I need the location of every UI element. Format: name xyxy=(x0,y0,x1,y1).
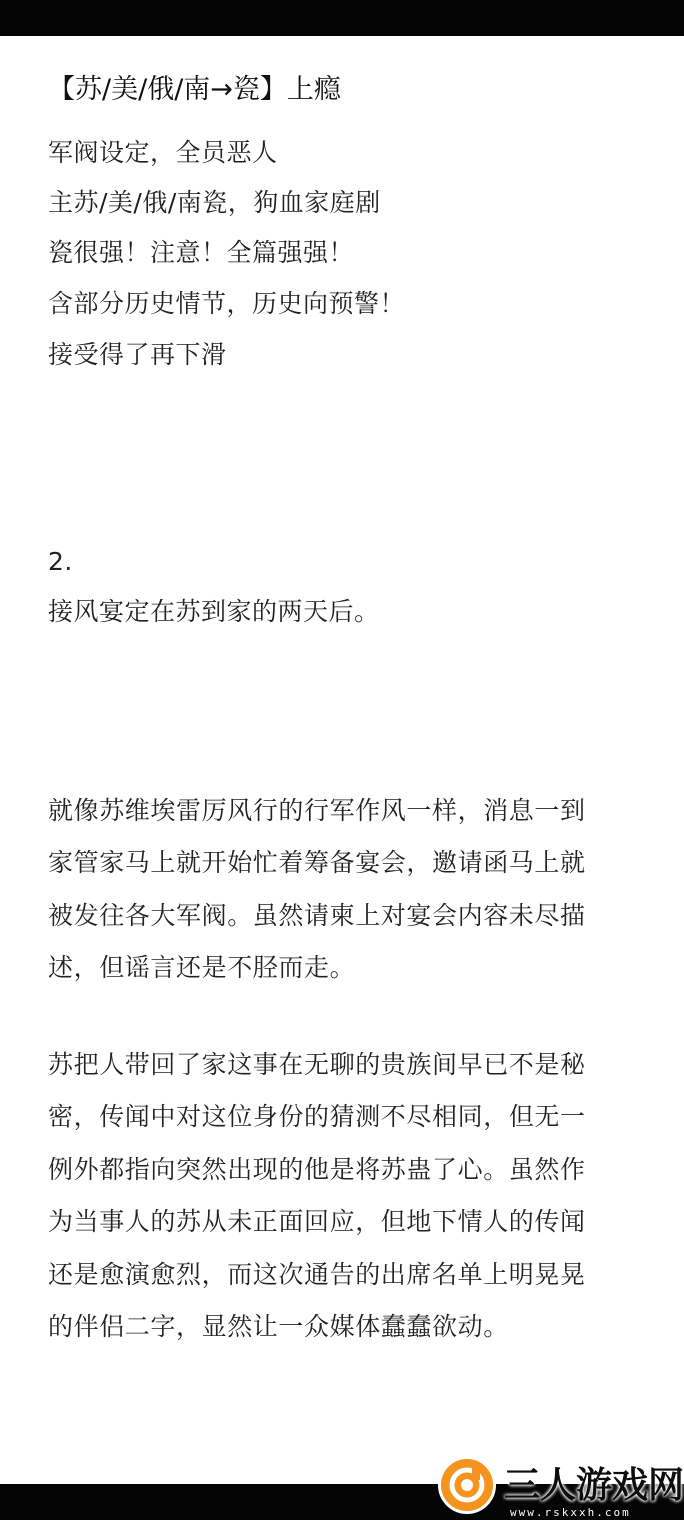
paragraph-line: 被发往各大军阀。虽然请柬上对宴会内容未尽描 xyxy=(48,900,586,930)
paragraph-line: 的伴侣二字，显然让一众媒体蠢蠢欲动。 xyxy=(48,1311,509,1341)
paragraph-line: 密，传闻中对这位身份的猜测不尽相同，但无一 xyxy=(48,1102,586,1132)
intro-line: 含部分历史情节，历史向预警！ xyxy=(48,289,406,318)
paragraph-line: 为当事人的苏从未正面回应，但地下情人的传闻 xyxy=(48,1207,586,1237)
intro-line: 接受得了再下滑 xyxy=(48,340,227,369)
paragraph-line: 家管家马上就开始忙着筹备宴会，邀请函马上就 xyxy=(48,848,586,878)
story-paragraph-2 xyxy=(48,1039,636,1353)
paragraph-line: 还是愈演愈烈，而这次通告的出席名单上明晃晃 xyxy=(48,1259,586,1289)
paragraph-line: 例外都指向突然出现的他是将苏蛊了心。虽然作 xyxy=(48,1154,586,1184)
intro-line: 军阀设定，全员恶人 xyxy=(48,138,278,167)
paragraph-line: 就像苏维埃雷厉风行的行军作风一样，消息一到 xyxy=(48,796,586,825)
paragraph-line: 述，但谣言还是不胫而走。 xyxy=(48,953,356,983)
intro-line: 主苏/美/俄/南瓷，狗血家庭剧 xyxy=(48,188,381,217)
paragraph-line: 苏把人带回了家这事在无聊的贵族间早已不是秘 xyxy=(48,1050,586,1079)
watermark-url: www.rskxxh.com xyxy=(510,1506,631,1519)
chapter-opening-line: 接风宴定在苏到家的两天后。 xyxy=(48,597,380,626)
chapter-number: 2. xyxy=(48,547,73,576)
post-title: 【苏/美/俄/南→瓷】上瘾 xyxy=(48,74,341,105)
orange-circle-logo-icon xyxy=(438,1456,496,1514)
watermark-site-name: 三人游戏网 xyxy=(504,1465,684,1506)
top-status-bar xyxy=(0,0,684,36)
story-paragraph-1 xyxy=(48,785,636,995)
site-watermark xyxy=(438,1452,684,1520)
intro-line: 瓷很强！注意！全篇强强！ xyxy=(48,238,355,267)
